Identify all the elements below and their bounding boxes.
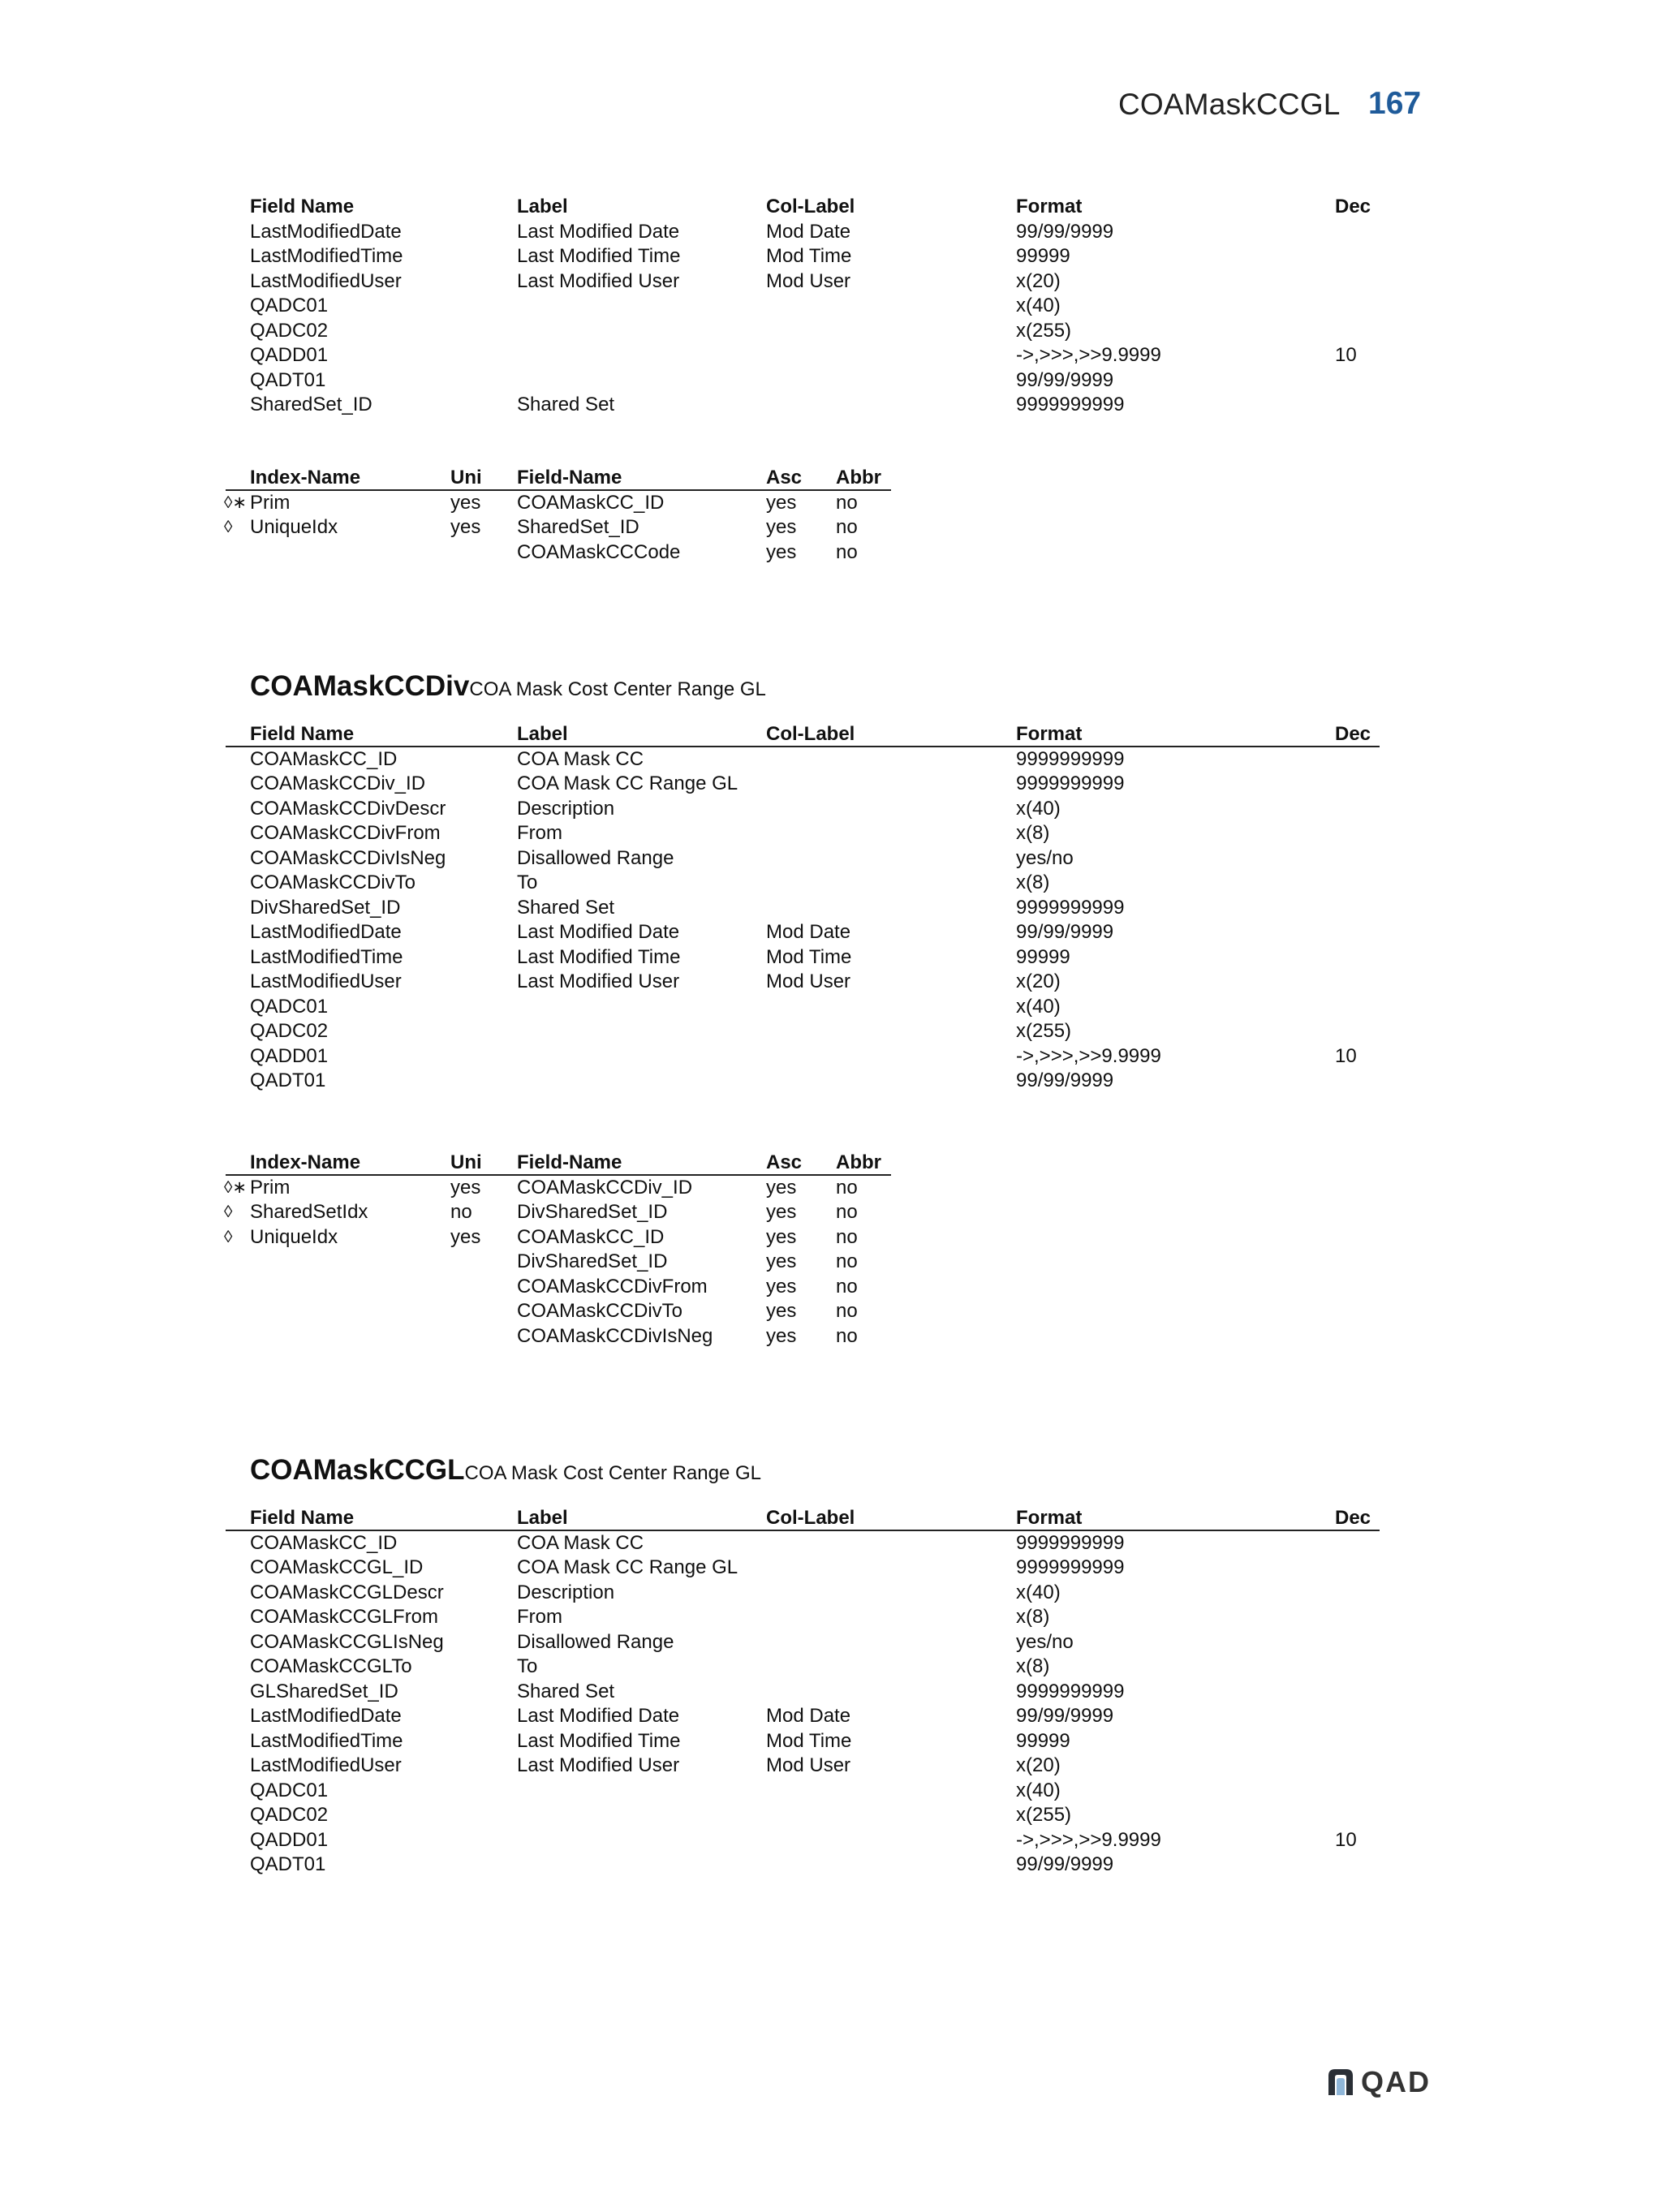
page-number: 167 [1368, 86, 1422, 121]
index-marker-icon: ◊∗ [224, 493, 247, 512]
format-cell: x(8) [1016, 1606, 1050, 1628]
field-name-cell: SharedSet_ID [517, 516, 639, 538]
format-cell: 99/99/9999 [1016, 368, 1114, 391]
field-name-cell: COAMaskCCGLDescr [250, 1581, 444, 1603]
qad-logo-icon [1325, 2068, 1356, 2097]
col-label-cell: Mod Time [766, 945, 852, 968]
dec-cell: 10 [1335, 1828, 1357, 1851]
field-name-cell: LastModifiedUser [250, 1754, 402, 1776]
index-name-header: Index-Name [250, 467, 361, 488]
col-label-cell: Mod Date [766, 220, 851, 243]
table-description: COA Mask Cost Center Range GL [469, 678, 766, 700]
asc-header: Asc [766, 467, 803, 488]
index-marker-icon: ◊ [224, 1203, 233, 1221]
format-cell: 9999999999 [1016, 394, 1125, 415]
field-name-cell: COAMaskCC_ID [250, 747, 398, 770]
uni-cell: yes [450, 516, 481, 538]
index-name-cell: Prim [250, 1176, 291, 1199]
label-cell: Disallowed Range [517, 1630, 674, 1653]
format-cell: 99999 [1016, 945, 1070, 968]
label-header: Label [517, 1507, 568, 1529]
index-name-cell: UniqueIdx [250, 516, 338, 538]
format-cell: 99/99/9999 [1016, 1069, 1114, 1091]
col-label-header: Col-Label [766, 196, 855, 217]
format-cell: x(20) [1016, 970, 1061, 992]
col-label-header: Col-Label [766, 1507, 855, 1529]
asc-cell: yes [766, 1324, 797, 1347]
col-label-cell: Mod User [766, 970, 851, 992]
abbr-header: Abbr [836, 467, 881, 488]
format-cell: x(40) [1016, 295, 1061, 316]
label-cell: Last Modified User [517, 1754, 680, 1776]
field-name-cell: QADD01 [250, 1828, 329, 1851]
format-cell: x(20) [1016, 1754, 1061, 1776]
format-header: Format [1016, 1507, 1083, 1529]
running-header-title: COAMaskCCGL [1118, 88, 1341, 121]
asc-cell: yes [766, 1176, 797, 1199]
field-name-header: Field-Name [517, 1151, 622, 1173]
field-name-cell: COAMaskCCDivFrom [517, 1275, 708, 1298]
label-cell: Last Modified Date [517, 220, 680, 243]
asc-cell: yes [766, 491, 797, 514]
label-cell: Last Modified User [517, 269, 680, 292]
abbr-cell: no [836, 1176, 858, 1199]
field-name-cell: QADC02 [250, 319, 329, 342]
asc-cell: yes [766, 1201, 797, 1223]
abbr-cell: no [836, 1201, 858, 1223]
field-name-cell: COAMaskCC_ID [517, 491, 665, 514]
format-cell: yes/no [1016, 846, 1074, 869]
label-cell: From [517, 1606, 562, 1628]
asc-cell: yes [766, 1225, 797, 1248]
field-name-cell: DivSharedSet_ID [517, 1250, 668, 1272]
label-cell: Last Modified Time [517, 1729, 681, 1752]
field-name-cell: QADC01 [250, 295, 329, 316]
format-cell: ->,>>>,>>9.9999 [1016, 1044, 1161, 1067]
field-name-cell: LastModifiedTime [250, 245, 403, 267]
field-name-cell: QADD01 [250, 344, 329, 366]
abbr-cell: no [836, 491, 858, 514]
label-cell: COA Mask CC [517, 1531, 644, 1554]
label-cell: COA Mask CC Range GL [517, 1556, 738, 1578]
section-title-coamaskccdiv [250, 670, 766, 703]
format-cell: x(40) [1016, 797, 1061, 820]
format-cell: 99999 [1016, 245, 1070, 267]
field-name-cell: COAMaskCCDivIsNeg [517, 1324, 713, 1347]
dec-header: Dec [1335, 196, 1371, 217]
table-description: COA Mask Cost Center Range GL [464, 1462, 761, 1484]
format-cell: yes/no [1016, 1630, 1074, 1653]
field-name-cell: COAMaskCCGLIsNeg [250, 1630, 444, 1653]
field-name-cell: QADT01 [250, 1853, 326, 1875]
field-name-header: Field Name [250, 196, 355, 217]
index-marker-icon: ◊ [224, 518, 233, 536]
field-name-cell: COAMaskCCDivFrom [250, 822, 441, 844]
abbr-cell: no [836, 540, 858, 563]
format-cell: 9999999999 [1016, 1531, 1125, 1554]
format-cell: x(40) [1016, 1779, 1061, 1801]
format-cell: ->,>>>,>>9.9999 [1016, 344, 1161, 366]
field-name-cell: GLSharedSet_ID [250, 1680, 398, 1702]
format-cell: 9999999999 [1016, 1556, 1125, 1578]
format-cell: 99/99/9999 [1016, 220, 1114, 243]
field-name-cell: QADC01 [250, 1779, 329, 1801]
abbr-cell: no [836, 1324, 858, 1347]
table-name: COAMaskCCGL [250, 1454, 465, 1486]
label-cell: From [517, 822, 562, 844]
label-cell: Disallowed Range [517, 846, 674, 869]
format-cell: x(8) [1016, 871, 1050, 893]
format-header: Format [1016, 723, 1083, 745]
index-name-cell: SharedSetIdx [250, 1201, 368, 1223]
label-cell: Shared Set [517, 394, 615, 415]
index-name-cell: UniqueIdx [250, 1225, 338, 1248]
format-cell: 9999999999 [1016, 1680, 1125, 1702]
field-name-cell: COAMaskCCDivTo [517, 1300, 683, 1322]
label-cell: Last Modified Time [517, 945, 681, 968]
format-cell: 9999999999 [1016, 747, 1125, 770]
field-name-cell: QADD01 [250, 1044, 329, 1067]
field-name-cell: COAMaskCC_ID [250, 1531, 398, 1554]
asc-cell: yes [766, 540, 797, 563]
format-cell: x(40) [1016, 995, 1061, 1018]
field-name-cell: LastModifiedTime [250, 1729, 403, 1752]
col-label-cell: Mod Time [766, 1729, 852, 1752]
table-name: COAMaskCCDiv [250, 670, 470, 702]
field-name-cell: COAMaskCCDivIsNeg [250, 846, 446, 869]
field-name-cell: COAMaskCCGLTo [250, 1655, 412, 1677]
col-label-cell: Mod User [766, 269, 851, 292]
format-cell: 9999999999 [1016, 772, 1125, 794]
label-header: Label [517, 196, 568, 217]
field-name-cell: COAMaskCCDiv_ID [517, 1176, 693, 1199]
field-name-header: Field-Name [517, 467, 622, 488]
field-name-cell: LastModifiedUser [250, 970, 402, 992]
field-name-cell: DivSharedSet_ID [250, 896, 401, 919]
field-name-cell: LastModifiedDate [250, 921, 402, 943]
label-cell: Last Modified User [517, 970, 680, 992]
field-name-cell: COAMaskCCDivDescr [250, 797, 446, 820]
asc-cell: yes [766, 1300, 797, 1322]
abbr-cell: no [836, 1275, 858, 1298]
field-name-cell: QADT01 [250, 368, 326, 391]
field-name-cell: QADT01 [250, 1069, 326, 1091]
field-name-cell: QADC02 [250, 1804, 329, 1826]
header-rule [226, 1530, 1380, 1531]
field-name-cell: LastModifiedDate [250, 220, 402, 243]
dec-cell: 10 [1335, 1044, 1357, 1067]
col-label-header: Col-Label [766, 723, 855, 745]
field-name-cell: QADC02 [250, 1020, 329, 1042]
dec-cell: 10 [1335, 344, 1357, 366]
label-cell: Last Modified Date [517, 1705, 680, 1727]
format-cell: 99/99/9999 [1016, 921, 1114, 943]
qad-logo [1325, 2066, 1447, 2098]
format-cell: x(40) [1016, 1581, 1061, 1603]
label-cell: Shared Set [517, 896, 615, 919]
format-cell: 99/99/9999 [1016, 1705, 1114, 1727]
label-cell: Description [517, 797, 615, 820]
asc-cell: yes [766, 516, 797, 538]
label-cell: To [517, 871, 538, 893]
abbr-cell: no [836, 1225, 858, 1248]
format-cell: x(255) [1016, 319, 1072, 342]
label-cell: To [517, 1655, 538, 1677]
format-cell: x(255) [1016, 1020, 1072, 1042]
field-name-cell: COAMaskCCCode [517, 540, 681, 563]
field-name-cell: DivSharedSet_ID [517, 1201, 668, 1223]
field-name-cell: SharedSet_ID [250, 394, 372, 415]
label-cell: COA Mask CC Range GL [517, 772, 738, 794]
label-cell: Shared Set [517, 1680, 615, 1702]
field-name-cell: COAMaskCCDiv_ID [250, 772, 426, 794]
dec-header: Dec [1335, 1507, 1371, 1529]
field-name-cell: QADC01 [250, 995, 329, 1018]
label-cell: Description [517, 1581, 615, 1603]
uni-cell: yes [450, 1176, 481, 1199]
format-cell: ->,>>>,>>9.9999 [1016, 1828, 1161, 1851]
format-cell: 9999999999 [1016, 896, 1125, 919]
index-name-header: Index-Name [250, 1151, 361, 1173]
field-name-cell: COAMaskCCDivTo [250, 871, 416, 893]
field-name-cell: LastModifiedUser [250, 269, 402, 292]
field-name-cell: LastModifiedDate [250, 1705, 402, 1727]
uni-header: Uni [450, 1151, 482, 1173]
asc-header: Asc [766, 1151, 803, 1173]
abbr-cell: no [836, 1250, 858, 1272]
abbr-cell: no [836, 516, 858, 538]
index-marker-icon: ◊∗ [224, 1177, 247, 1197]
format-header: Format [1016, 196, 1083, 217]
format-cell: x(8) [1016, 822, 1050, 844]
label-cell: Last Modified Date [517, 921, 680, 943]
asc-cell: yes [766, 1275, 797, 1298]
format-cell: x(8) [1016, 1655, 1050, 1677]
field-name-cell: COAMaskCCGLFrom [250, 1606, 439, 1628]
field-name-header: Field Name [250, 723, 355, 745]
qad-logo-text: QAD [1361, 2065, 1431, 2098]
uni-cell: yes [450, 491, 481, 514]
field-name-cell: COAMaskCCGL_ID [250, 1556, 424, 1578]
col-label-cell: Mod Date [766, 1705, 851, 1727]
asc-cell: yes [766, 1250, 797, 1272]
uni-header: Uni [450, 467, 482, 488]
index-marker-icon: ◊ [224, 1227, 233, 1246]
format-cell: 99999 [1016, 1729, 1070, 1752]
format-cell: x(20) [1016, 269, 1061, 292]
uni-cell: yes [450, 1225, 481, 1248]
header-rule [226, 746, 1380, 747]
field-name-cell: LastModifiedTime [250, 945, 403, 968]
dec-header: Dec [1335, 723, 1371, 745]
col-label-cell: Mod Date [766, 921, 851, 943]
format-cell: x(255) [1016, 1804, 1072, 1826]
index-name-cell: Prim [250, 491, 291, 514]
label-header: Label [517, 723, 568, 745]
label-cell: COA Mask CC [517, 747, 644, 770]
abbr-header: Abbr [836, 1151, 881, 1173]
field-name-header: Field Name [250, 1507, 355, 1529]
section-title-coamaskccgl [250, 1454, 761, 1487]
col-label-cell: Mod Time [766, 245, 852, 267]
abbr-cell: no [836, 1300, 858, 1322]
col-label-cell: Mod User [766, 1754, 851, 1776]
label-cell: Last Modified Time [517, 245, 681, 267]
format-cell: 99/99/9999 [1016, 1853, 1114, 1875]
uni-cell: no [450, 1201, 472, 1223]
field-name-cell: COAMaskCC_ID [517, 1225, 665, 1248]
